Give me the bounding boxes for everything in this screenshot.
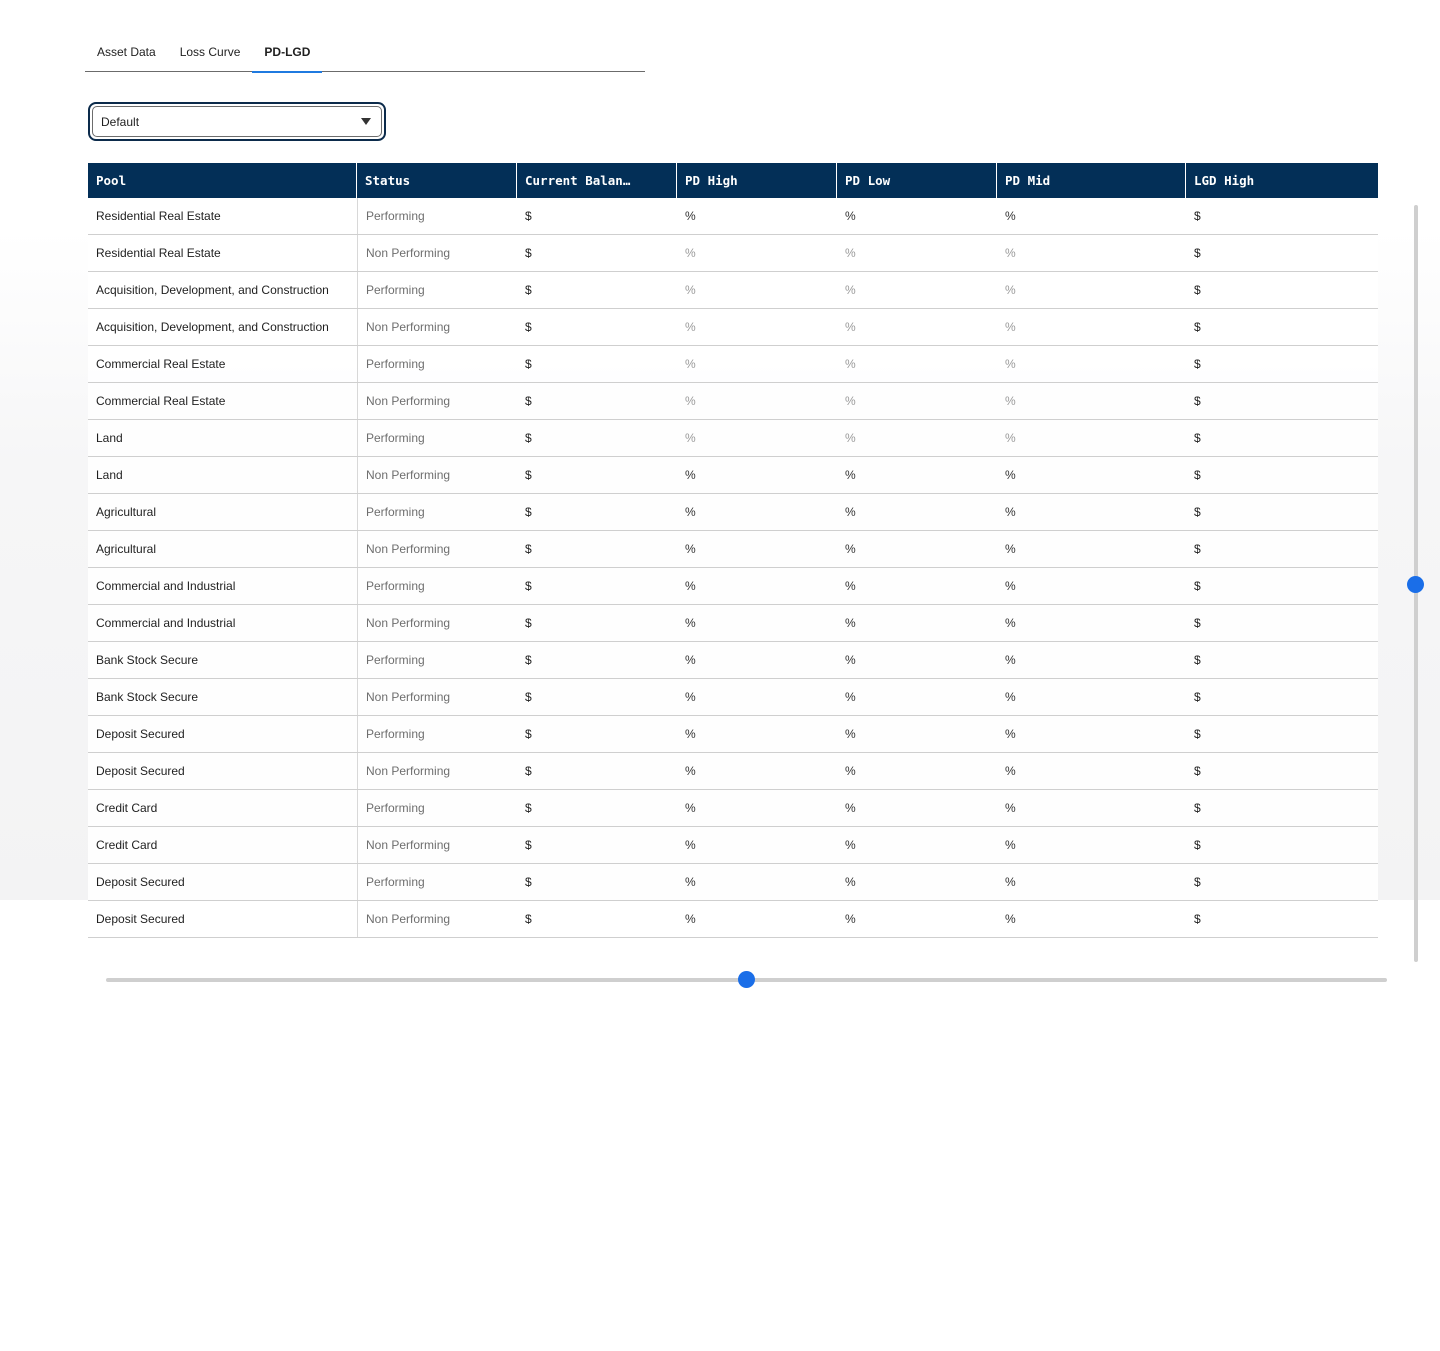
pd-mid-input[interactable]: % bbox=[1005, 320, 1016, 334]
pd-mid-input[interactable]: % bbox=[1005, 616, 1016, 630]
table-row bbox=[88, 383, 1378, 420]
pd-mid-input[interactable]: % bbox=[1005, 764, 1016, 778]
pd-low-input[interactable]: % bbox=[845, 801, 856, 815]
pool-cell: Deposit Secured bbox=[96, 875, 185, 889]
current-balance-input[interactable]: $ bbox=[525, 801, 532, 815]
pd-high-input[interactable]: % bbox=[685, 283, 696, 297]
pd-low-input[interactable]: % bbox=[845, 320, 856, 334]
lgd-high-input[interactable]: $ bbox=[1194, 912, 1201, 926]
pool-cell: Commercial Real Estate bbox=[96, 357, 226, 371]
table-header bbox=[88, 163, 1378, 198]
pool-cell: Commercial Real Estate bbox=[96, 394, 226, 408]
column-header-status[interactable]: Status bbox=[357, 163, 517, 198]
horizontal-scrollbar-thumb[interactable] bbox=[738, 971, 755, 988]
column-header-current-balance[interactable]: Current Balan… bbox=[517, 163, 677, 198]
pd-high-input[interactable]: % bbox=[685, 320, 696, 334]
pd-mid-input[interactable]: % bbox=[1005, 468, 1016, 482]
table-row bbox=[88, 198, 1378, 235]
pd-low-input[interactable]: % bbox=[845, 542, 856, 556]
pool-cell: Acquisition, Development, and Construction bbox=[96, 320, 329, 334]
table-row bbox=[88, 494, 1378, 531]
table-row bbox=[88, 901, 1378, 938]
current-balance-input[interactable]: $ bbox=[525, 653, 532, 667]
pd-low-input[interactable]: % bbox=[845, 283, 856, 297]
pd-mid-input[interactable]: % bbox=[1005, 246, 1016, 260]
current-balance-input[interactable]: $ bbox=[525, 727, 532, 741]
current-balance-input[interactable]: $ bbox=[525, 616, 532, 630]
pd-high-input[interactable]: % bbox=[685, 912, 696, 926]
pd-low-input[interactable]: % bbox=[845, 875, 856, 889]
table-row bbox=[88, 309, 1378, 346]
lgd-high-input[interactable]: $ bbox=[1194, 320, 1201, 334]
pd-mid-input[interactable]: % bbox=[1005, 283, 1016, 297]
pd-high-input[interactable]: % bbox=[685, 431, 696, 445]
status-cell: Performing bbox=[357, 346, 517, 382]
lgd-high-input[interactable]: $ bbox=[1194, 616, 1201, 630]
current-balance-input[interactable]: $ bbox=[525, 320, 532, 334]
current-balance-input[interactable]: $ bbox=[525, 505, 532, 519]
table-row bbox=[88, 605, 1378, 642]
pd-high-input[interactable]: % bbox=[685, 394, 696, 408]
pd-low-input[interactable]: % bbox=[845, 468, 856, 482]
pd-high-input[interactable]: % bbox=[685, 875, 696, 889]
pd-high-input[interactable]: % bbox=[685, 505, 696, 519]
pd-mid-input[interactable]: % bbox=[1005, 801, 1016, 815]
pd-mid-input[interactable]: % bbox=[1005, 505, 1016, 519]
current-balance-input[interactable]: $ bbox=[525, 431, 532, 445]
lgd-high-input[interactable]: $ bbox=[1194, 764, 1201, 778]
status-cell: Performing bbox=[357, 272, 517, 308]
current-balance-input[interactable]: $ bbox=[525, 764, 532, 778]
pool-cell: Credit Card bbox=[96, 838, 158, 852]
pool-cell: Land bbox=[96, 468, 123, 482]
status-cell: Performing bbox=[357, 198, 517, 234]
pd-high-input[interactable]: % bbox=[685, 357, 696, 371]
pd-mid-input[interactable]: % bbox=[1005, 875, 1016, 889]
pd-high-input[interactable]: % bbox=[685, 653, 696, 667]
pd-low-input[interactable]: % bbox=[845, 764, 856, 778]
column-header-lgd-high[interactable]: LGD High bbox=[1194, 173, 1255, 188]
pd-low-input[interactable]: % bbox=[845, 653, 856, 667]
status-cell: Performing bbox=[357, 790, 517, 826]
status-cell: Performing bbox=[357, 864, 517, 900]
column-header-pd-low[interactable]: PD Low bbox=[837, 163, 997, 198]
column-header-pd-high[interactable]: PD High bbox=[677, 163, 837, 198]
lgd-high-input[interactable]: $ bbox=[1194, 283, 1201, 297]
column-header-pool[interactable]: Pool bbox=[88, 163, 357, 198]
lgd-high-input[interactable]: $ bbox=[1194, 542, 1201, 556]
pd-high-input[interactable]: % bbox=[685, 690, 696, 704]
status-cell: Performing bbox=[357, 494, 517, 530]
current-balance-input[interactable]: $ bbox=[525, 468, 532, 482]
status-cell: Non Performing bbox=[357, 531, 517, 567]
scenario-dropdown-focus-ring bbox=[88, 102, 386, 141]
pd-high-input[interactable]: % bbox=[685, 468, 696, 482]
pool-cell: Bank Stock Secure bbox=[96, 690, 199, 704]
pd-low-input[interactable]: % bbox=[845, 838, 856, 852]
table-body bbox=[88, 198, 1378, 938]
pd-mid-input[interactable]: % bbox=[1005, 690, 1016, 704]
status-cell: Non Performing bbox=[357, 309, 517, 345]
pd-low-input[interactable]: % bbox=[845, 357, 856, 371]
pd-low-input[interactable]: % bbox=[845, 579, 856, 593]
status-cell: Non Performing bbox=[357, 383, 517, 419]
lgd-high-input[interactable]: $ bbox=[1194, 468, 1201, 482]
tab-asset-data[interactable]: Asset Data bbox=[97, 45, 156, 59]
status-cell: Performing bbox=[357, 642, 517, 678]
current-balance-input[interactable]: $ bbox=[525, 246, 532, 260]
pool-cell: Deposit Secured bbox=[96, 764, 185, 778]
pd-high-input[interactable]: % bbox=[685, 246, 696, 260]
pool-cell: Credit Card bbox=[96, 801, 158, 815]
tab-loss-curve[interactable]: Loss Curve bbox=[179, 45, 241, 59]
lgd-high-input[interactable]: $ bbox=[1194, 690, 1201, 704]
pool-cell: Agricultural bbox=[96, 505, 157, 519]
status-cell: Performing bbox=[357, 716, 517, 752]
lgd-high-input[interactable]: $ bbox=[1194, 727, 1201, 741]
pd-mid-input[interactable]: % bbox=[1005, 912, 1016, 926]
pool-cell: Commercial and Industrial bbox=[96, 616, 236, 630]
pd-high-input[interactable]: % bbox=[685, 542, 696, 556]
lgd-high-input[interactable]: $ bbox=[1194, 801, 1201, 815]
table-row bbox=[88, 457, 1378, 494]
pd-low-input[interactable]: % bbox=[845, 505, 856, 519]
lgd-high-input[interactable]: $ bbox=[1194, 431, 1201, 445]
pool-cell: Acquisition, Development, and Construction bbox=[96, 283, 329, 297]
current-balance-input[interactable]: $ bbox=[525, 394, 532, 408]
pd-low-input[interactable]: % bbox=[845, 912, 856, 926]
current-balance-input[interactable]: $ bbox=[525, 579, 532, 593]
lgd-high-input[interactable]: $ bbox=[1194, 505, 1201, 519]
caret-down-icon bbox=[361, 118, 371, 125]
pd-high-input[interactable]: % bbox=[685, 209, 696, 223]
table-row bbox=[88, 827, 1378, 864]
status-cell: Performing bbox=[357, 420, 517, 456]
lgd-high-input[interactable]: $ bbox=[1194, 246, 1201, 260]
pool-cell: Agricultural bbox=[96, 542, 157, 556]
status-cell: Non Performing bbox=[357, 457, 517, 493]
pd-high-input[interactable]: % bbox=[685, 801, 696, 815]
lgd-high-input[interactable]: $ bbox=[1194, 357, 1201, 371]
pd-high-input[interactable]: % bbox=[685, 727, 696, 741]
pd-high-input[interactable]: % bbox=[685, 579, 696, 593]
pd-mid-input[interactable]: % bbox=[1005, 542, 1016, 556]
pd-lgd-table bbox=[88, 163, 1378, 938]
tab-pd-lgd[interactable]: PD-LGD bbox=[252, 38, 322, 72]
table-row bbox=[88, 716, 1378, 753]
pd-high-input[interactable]: % bbox=[685, 838, 696, 852]
status-cell: Non Performing bbox=[357, 753, 517, 789]
table-row bbox=[88, 790, 1378, 827]
lgd-high-input[interactable]: $ bbox=[1194, 838, 1201, 852]
table-row bbox=[88, 346, 1378, 383]
pd-low-input[interactable]: % bbox=[845, 394, 856, 408]
pd-low-input[interactable]: % bbox=[845, 246, 856, 260]
pd-low-input[interactable]: % bbox=[845, 616, 856, 630]
pd-low-input[interactable]: % bbox=[845, 431, 856, 445]
table-row bbox=[88, 864, 1378, 901]
pd-mid-input[interactable]: % bbox=[1005, 838, 1016, 852]
vertical-scrollbar-thumb[interactable] bbox=[1407, 576, 1424, 593]
current-balance-input[interactable]: $ bbox=[525, 912, 532, 926]
status-cell: Non Performing bbox=[357, 827, 517, 863]
lgd-high-input[interactable]: $ bbox=[1194, 579, 1201, 593]
column-header-pd-mid[interactable]: PD Mid bbox=[997, 163, 1186, 198]
current-balance-input[interactable]: $ bbox=[525, 690, 532, 704]
pd-high-input[interactable]: % bbox=[685, 764, 696, 778]
pool-cell: Deposit Secured bbox=[96, 912, 185, 926]
table-row bbox=[88, 420, 1378, 457]
status-cell: Non Performing bbox=[357, 605, 517, 641]
pd-mid-input[interactable]: % bbox=[1005, 579, 1016, 593]
pd-low-input[interactable]: % bbox=[845, 690, 856, 704]
pool-cell: Deposit Secured bbox=[96, 727, 185, 741]
pd-mid-input[interactable]: % bbox=[1005, 357, 1016, 371]
status-cell: Performing bbox=[357, 568, 517, 604]
table-row bbox=[88, 531, 1378, 568]
pool-cell: Residential Real Estate bbox=[96, 209, 221, 223]
current-balance-input[interactable]: $ bbox=[525, 357, 532, 371]
pd-high-input[interactable]: % bbox=[685, 616, 696, 630]
pool-cell: Land bbox=[96, 431, 123, 445]
current-balance-input[interactable]: $ bbox=[525, 838, 532, 852]
lgd-high-input[interactable]: $ bbox=[1194, 209, 1201, 223]
status-cell: Non Performing bbox=[357, 901, 517, 937]
pd-mid-input[interactable]: % bbox=[1005, 394, 1016, 408]
pd-mid-input[interactable]: % bbox=[1005, 653, 1016, 667]
lgd-high-input[interactable]: $ bbox=[1194, 394, 1201, 408]
pd-low-input[interactable]: % bbox=[845, 727, 856, 741]
current-balance-input[interactable]: $ bbox=[525, 875, 532, 889]
status-cell: Non Performing bbox=[357, 679, 517, 715]
pd-low-input[interactable]: % bbox=[845, 209, 856, 223]
table-row bbox=[88, 753, 1378, 790]
pool-cell: Residential Real Estate bbox=[96, 246, 221, 260]
lgd-high-input[interactable]: $ bbox=[1194, 875, 1201, 889]
table-row bbox=[88, 642, 1378, 679]
dropdown-selected-value: Default bbox=[101, 114, 140, 129]
table-row bbox=[88, 235, 1378, 272]
tab-bar bbox=[85, 38, 645, 72]
current-balance-input[interactable]: $ bbox=[525, 283, 532, 297]
scenario-dropdown[interactable] bbox=[92, 106, 382, 137]
status-cell: Non Performing bbox=[357, 235, 517, 271]
current-balance-input[interactable]: $ bbox=[525, 542, 532, 556]
pool-cell: Commercial and Industrial bbox=[96, 579, 236, 593]
pd-mid-input[interactable]: % bbox=[1005, 209, 1016, 223]
table-row bbox=[88, 272, 1378, 309]
current-balance-input[interactable]: $ bbox=[525, 209, 532, 223]
table-row bbox=[88, 679, 1378, 716]
lgd-high-input[interactable]: $ bbox=[1194, 653, 1201, 667]
pd-mid-input[interactable]: % bbox=[1005, 727, 1016, 741]
table-row bbox=[88, 568, 1378, 605]
pd-mid-input[interactable]: % bbox=[1005, 431, 1016, 445]
pool-cell: Bank Stock Secure bbox=[96, 653, 199, 667]
